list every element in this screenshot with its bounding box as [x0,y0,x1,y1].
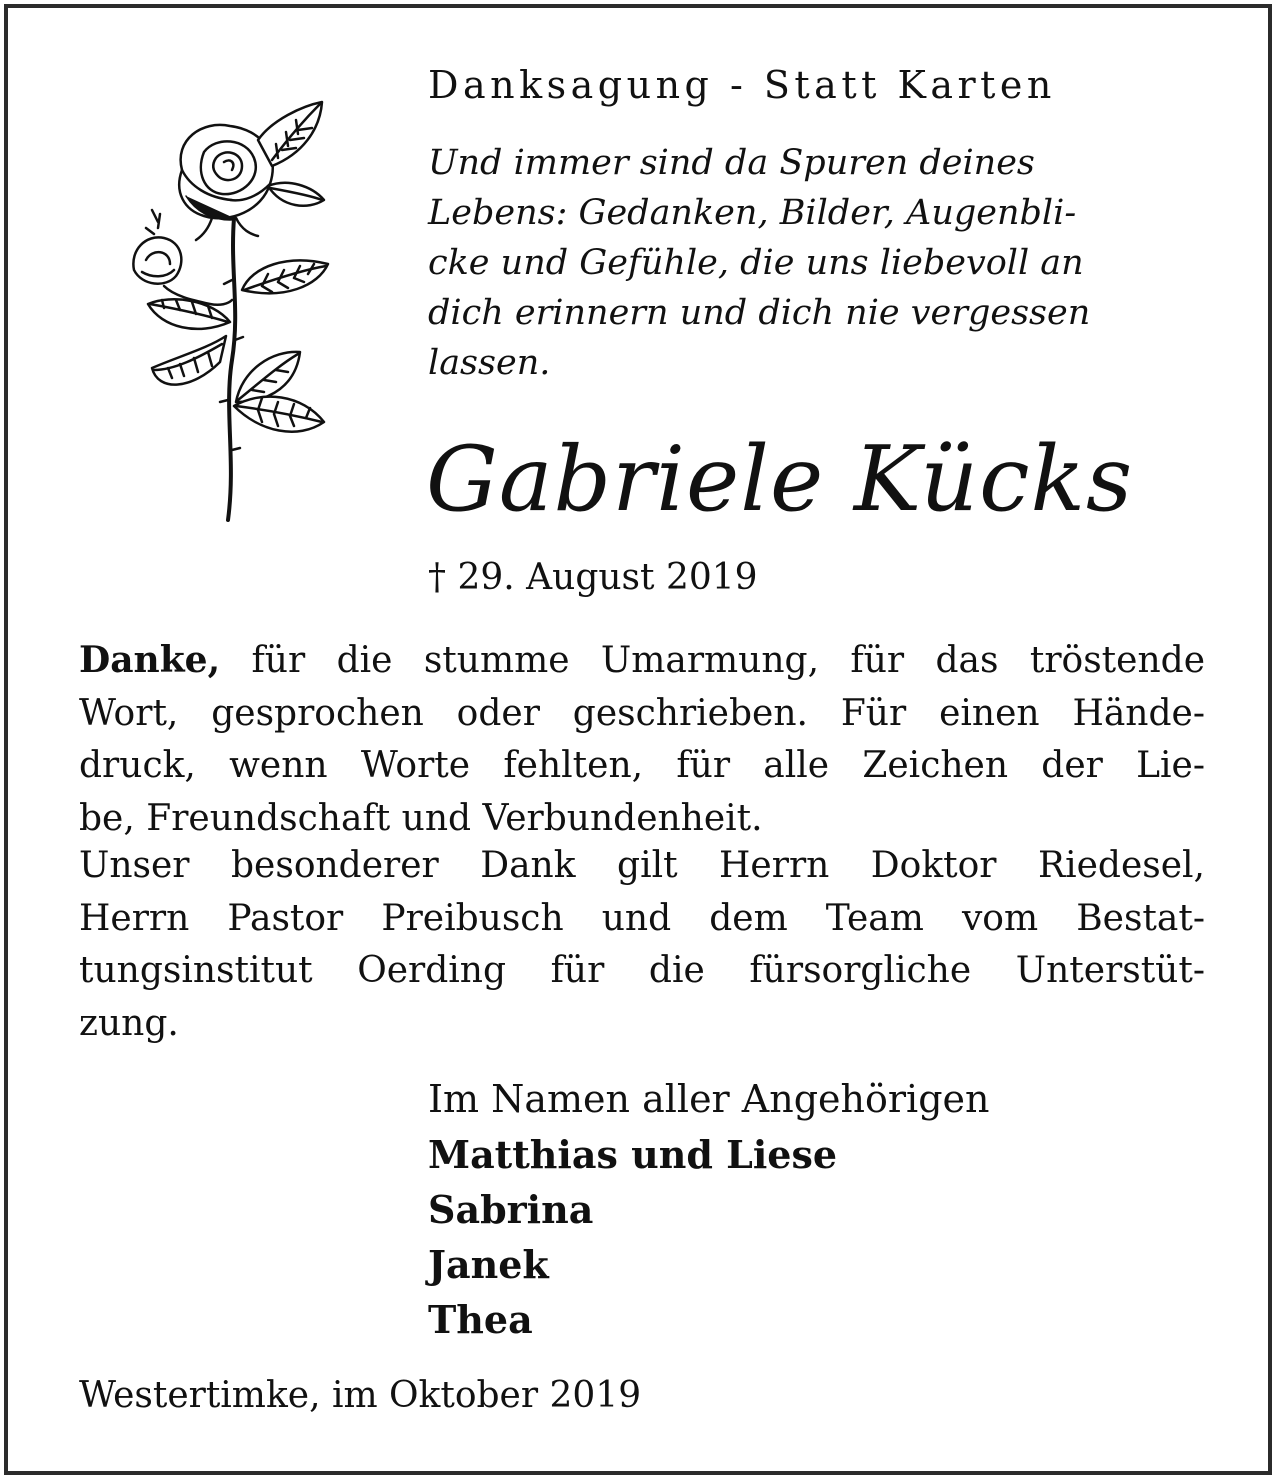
special-thanks-line: zung. [79,1002,179,1044]
signoff-intro: Im Namen aller Angehörigen [428,1077,990,1121]
rose-icon [112,100,332,530]
special-thanks-line: Herrn Pastor Preibusch und dem Team vom Bestat- [79,897,1205,939]
special-thanks-line: Unser besonderer Dank gilt Herrn Doktor Riedesel, [79,845,1205,886]
notice-heading: Danksagung - Statt Karten [428,63,1056,107]
family-name: Thea [428,1297,533,1342]
deceased-name: Gabriele Kücks [426,427,1134,532]
family-name: Matthias und Liese [428,1132,838,1177]
signoff-block [428,1072,989,1347]
verse-line: lassen. [428,343,551,383]
thanks-line: druck, wenn Worte fehlten, für alle Zeichen der Lie- [79,745,1205,786]
verse-line: Lebens: Gedanken, Bilder, Augenbli- [428,193,1077,233]
thanks-lead: Danke, [79,639,221,681]
family-name: Sabrina [428,1187,594,1232]
thanks-line: be, Freundschaft und Verbundenheit. [79,797,763,839]
verse-line: dich erinnern und dich nie vergessen [428,293,1091,333]
thanks-line: Wort, gesprochen oder geschrieben. Für einen Hände- [79,692,1205,734]
death-date: † 29. August 2019 [428,557,758,598]
verse-line: Und immer sind da Spuren deines [428,143,1035,183]
place-and-date: Westertimke, im Oktober 2019 [79,1375,642,1416]
special-thanks-paragraph [79,840,1205,1050]
family-name: Janek [428,1242,549,1287]
verse-line: cke und Gefühle, die uns liebevoll an [428,243,1084,283]
thanks-line [79,634,1205,688]
special-thanks-line: tungsinstitut Oerding für die fürsorgliche Unterstüt- [79,950,1205,991]
thanks-line-rest: für die stumme Umarmung, für das tröstende [220,640,1205,681]
thanks-paragraph [79,634,1205,845]
memorial-verse [428,138,1218,388]
